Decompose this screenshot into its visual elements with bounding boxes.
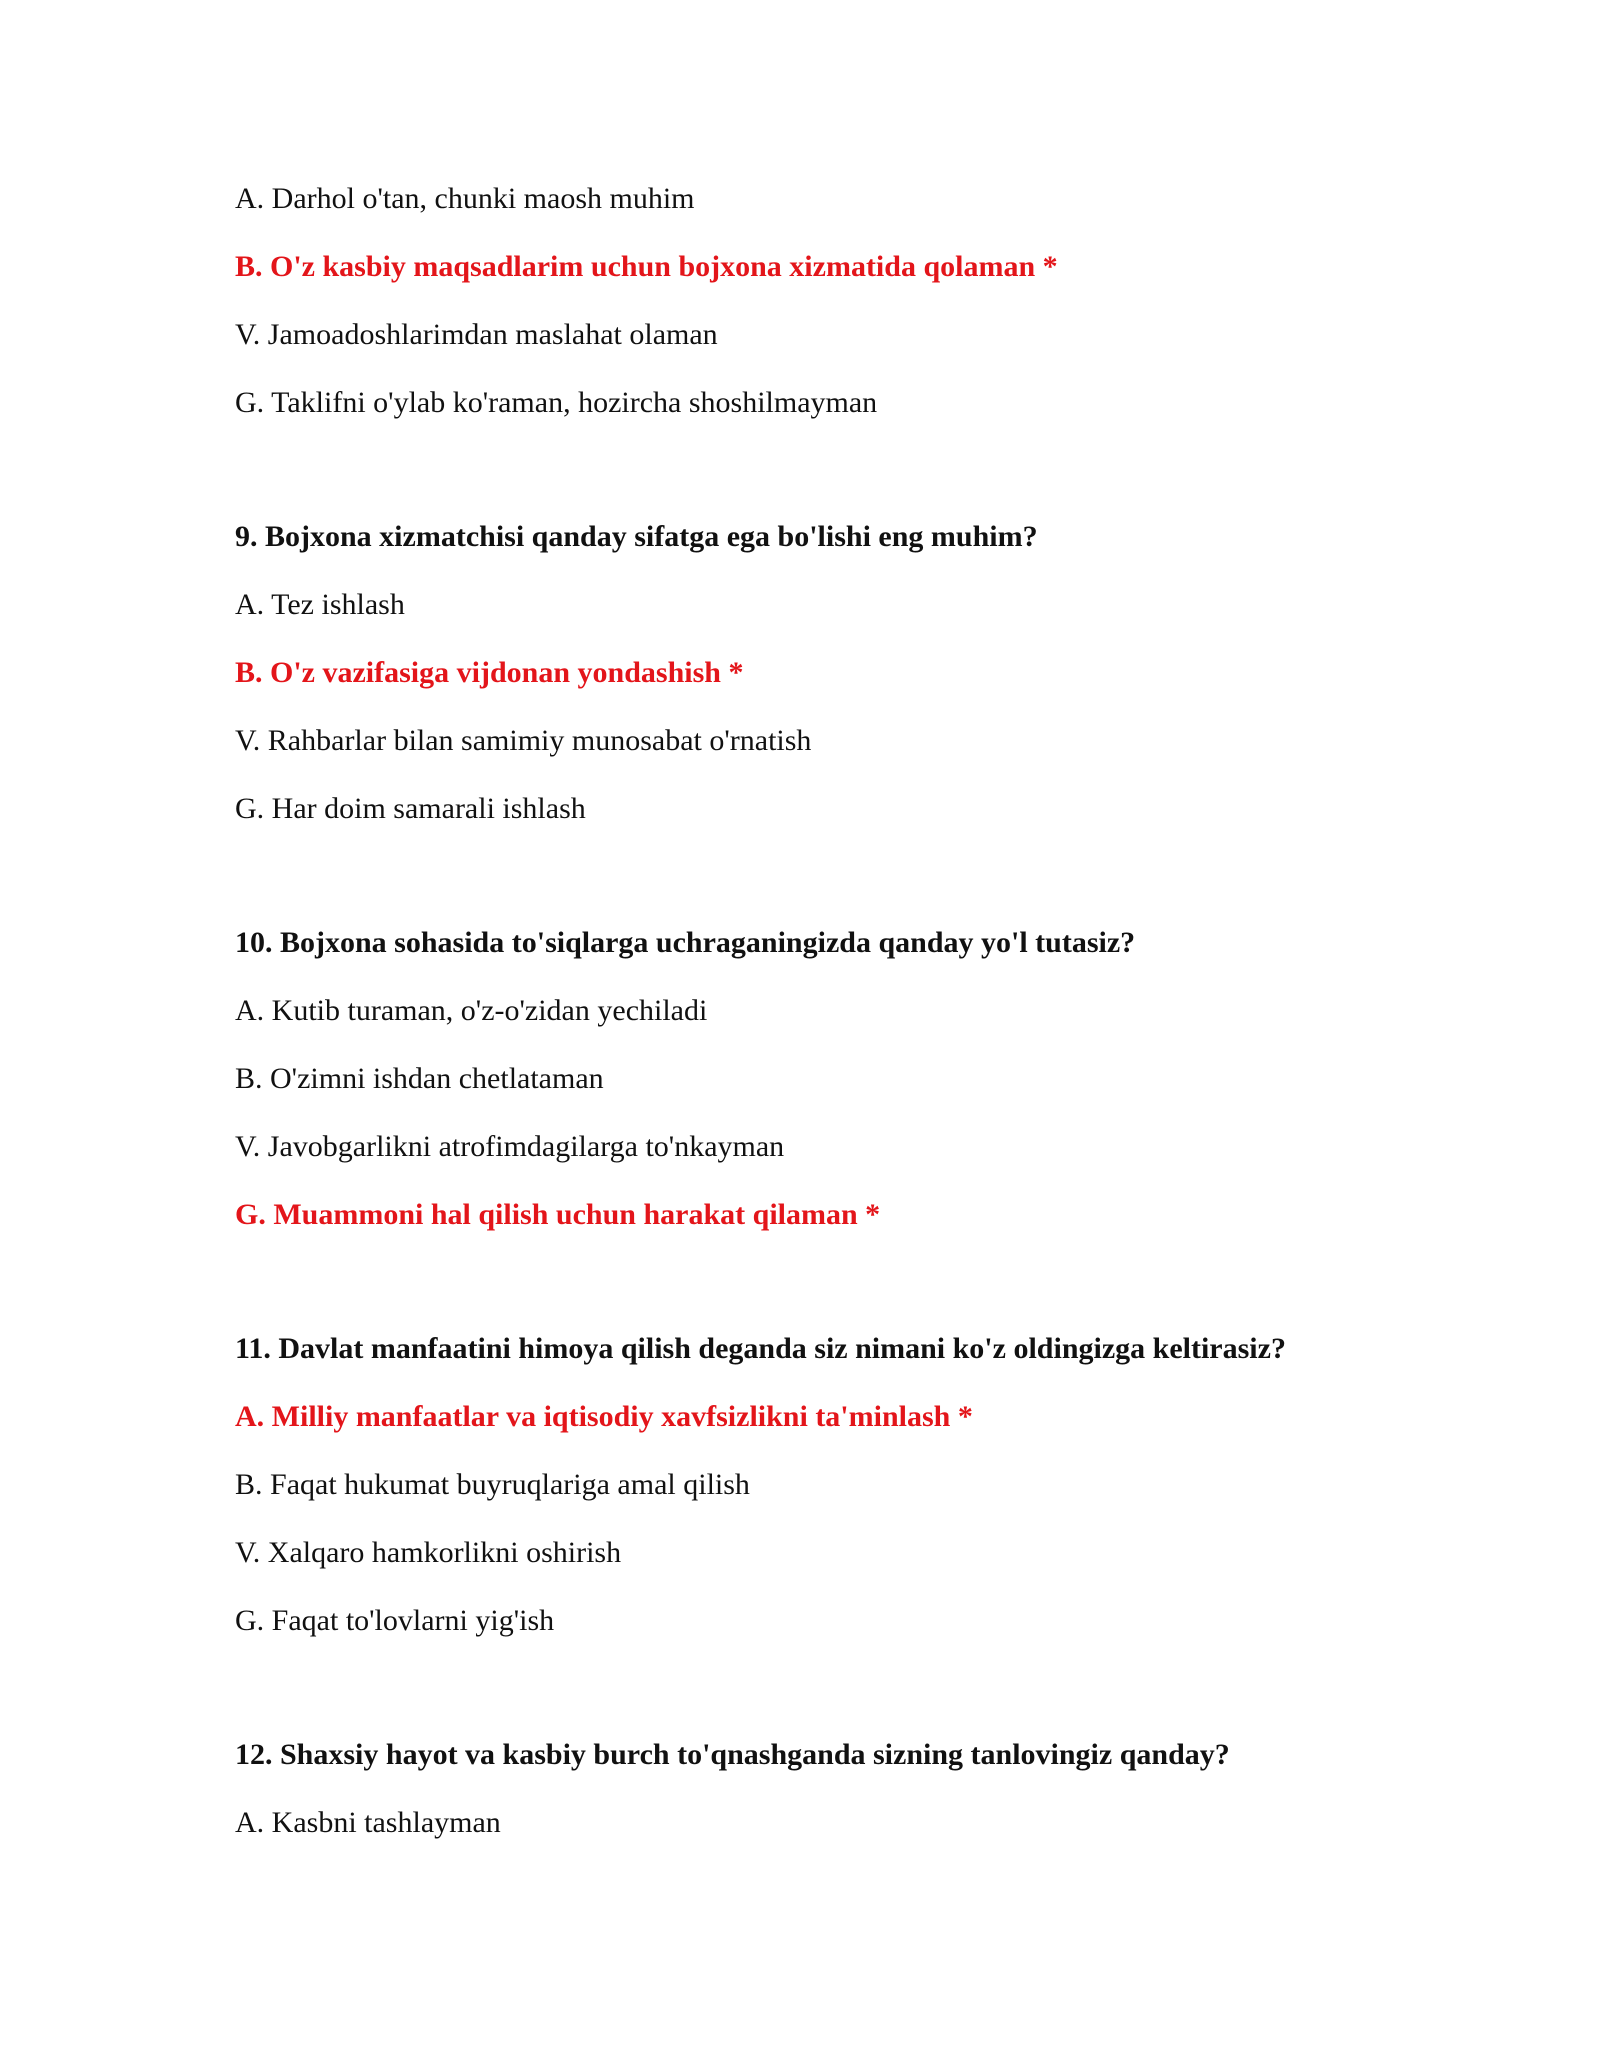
answer-option: V. Xalqaro hamkorlikni oshirish	[235, 1536, 622, 1569]
question-block-11	[235, 1332, 1435, 1638]
question-block-9	[235, 520, 1435, 826]
answer-option: G. Faqat to'lovlarni yig'ish	[235, 1604, 555, 1637]
answer-option-correct: A. Milliy manfaatlar va iqtisodiy xavfsizlikni ta'minlash *	[235, 1400, 973, 1433]
question-title: 11. Davlat manfaatini himoya qilish deganda siz nimani ko'z oldingizga keltirasiz?	[235, 1332, 1286, 1365]
answer-option: V. Javobgarlikni atrofimdagilarga to'nkayman	[235, 1130, 785, 1163]
question-block-8-continued	[235, 182, 1435, 420]
answer-option: B. Faqat hukumat buyruqlariga amal qilish	[235, 1468, 750, 1501]
answer-option: A. Kutib turaman, o'z-o'zidan yechiladi	[235, 994, 708, 1027]
answer-option-correct: B. O'z kasbiy maqsadlarim uchun bojxona xizmatida qolaman *	[235, 250, 1058, 283]
answer-option: A. Tez ishlash	[235, 588, 405, 621]
question-block-10	[235, 926, 1435, 1232]
answer-option: A. Darhol o'tan, chunki maosh muhim	[235, 182, 695, 215]
answer-option: A. Kasbni tashlayman	[235, 1806, 501, 1839]
answer-option: V. Rahbarlar bilan samimiy munosabat o'rnatish	[235, 724, 812, 757]
answer-option: V. Jamoadoshlarimdan maslahat olaman	[235, 318, 718, 351]
quiz-content	[235, 182, 1435, 1840]
question-title: 10. Bojxona sohasida to'siqlarga uchraganingizda qanday yo'l tutasiz?	[235, 926, 1136, 959]
answer-option: G. Har doim samarali ishlash	[235, 792, 586, 825]
question-title: 9. Bojxona xizmatchisi qanday sifatga ega bo'lishi eng muhim?	[235, 520, 1038, 553]
answer-option-correct: B. O'z vazifasiga vijdonan yondashish *	[235, 656, 744, 689]
question-title: 12. Shaxsiy hayot va kasbiy burch to'qnashganda sizning tanlovingiz qanday?	[235, 1738, 1230, 1771]
answer-option: B. O'zimni ishdan chetlataman	[235, 1062, 604, 1095]
question-block-12	[235, 1738, 1435, 1840]
answer-option: G. Taklifni o'ylab ko'raman, hozircha shoshilmayman	[235, 386, 878, 419]
answer-option-correct: G. Muammoni hal qilish uchun harakat qilaman *	[235, 1198, 881, 1231]
